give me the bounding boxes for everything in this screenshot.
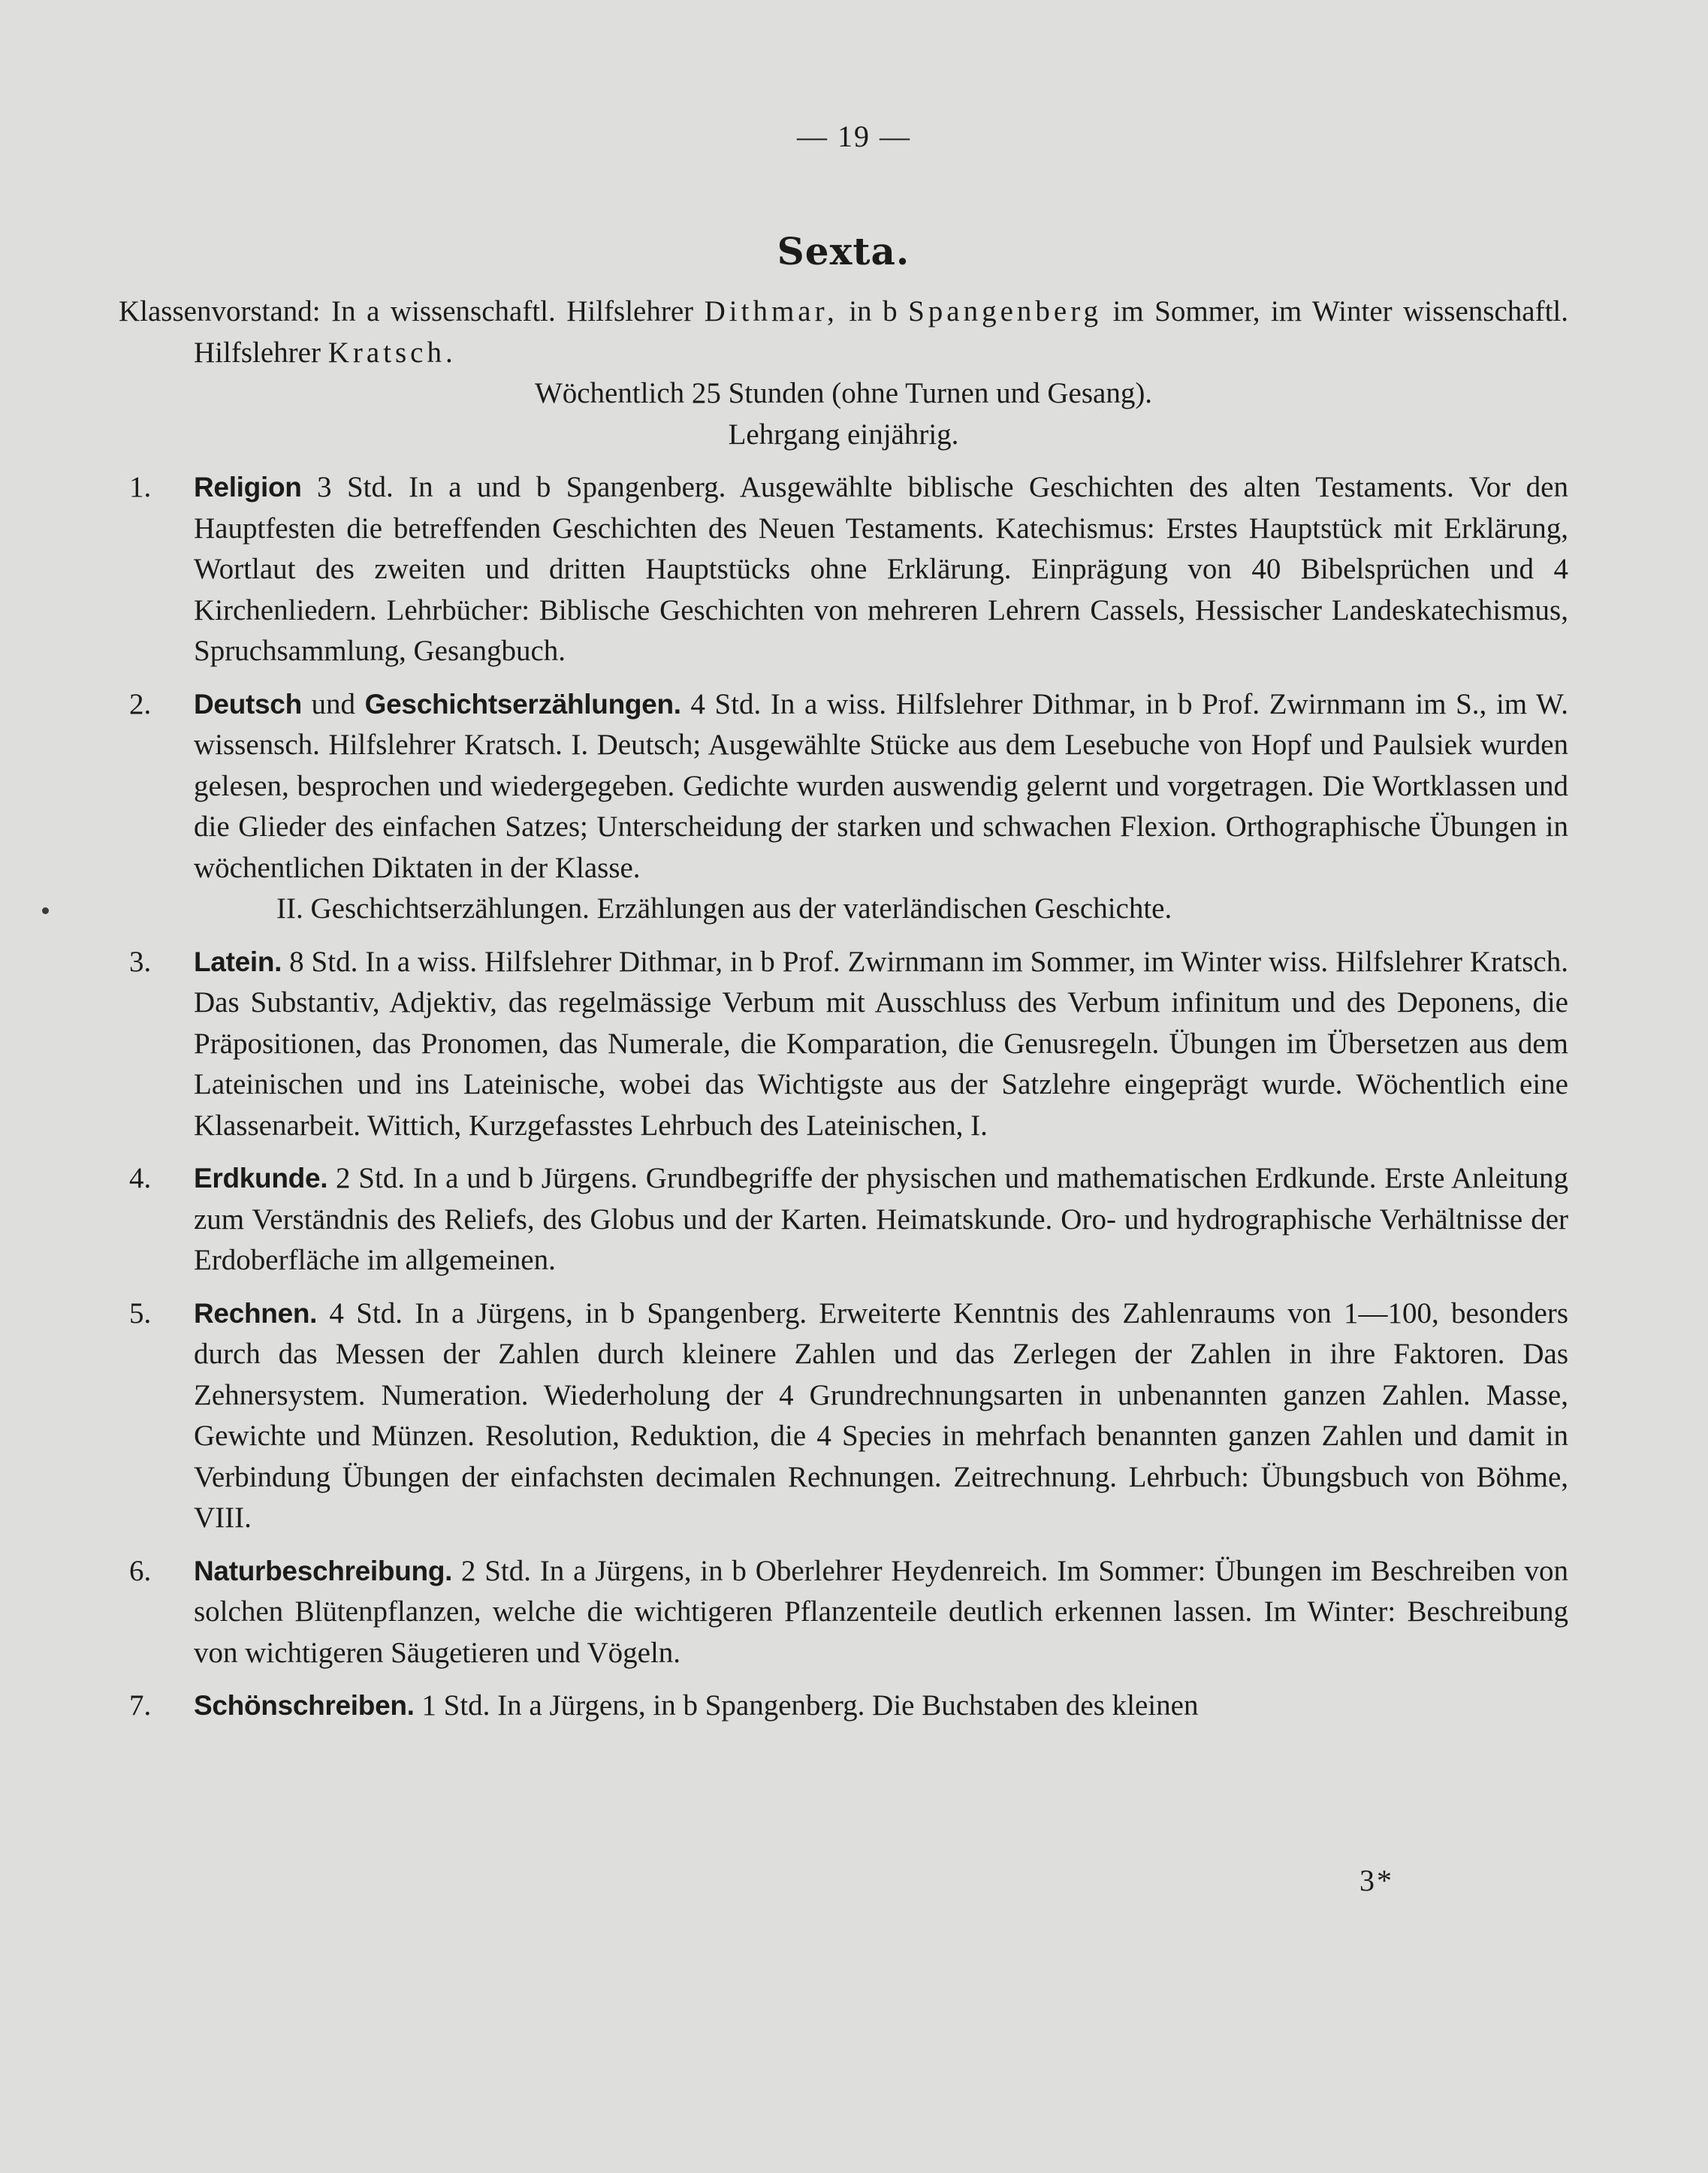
section-text: 3 Std. In a und b Spangenberg. Ausgewählte biblische Geschichten des alten Testaments. Vor den Hauptfesten die betreffenden Geschichten des Neuen Testaments. Katechismus: Erstes Hauptstück mit Erklärung, Wortlaut des zweiten und dritten Hauptstücks ohne Erklärung. Einprägung von 40 Bibelsprüchen und 4 Kirchenliedern. Lehrbücher: Biblische Geschichten von mehreren Lehrern Cassels, Hessischer Landeskatechismus, Spruchsammlung, Gesangbuch. xyxy=(194,471,1568,667)
section-subtext: II. Geschichtserzählungen. Erzählungen aus der vaterländischen Geschichte. xyxy=(276,892,1172,925)
section-erdkunde xyxy=(119,1158,1568,1281)
section-number: 7. xyxy=(129,1689,152,1722)
section-text: 2 Std. In a Jürgens, in b Oberlehrer Heydenreich. Im Sommer: Übungen im Beschreiben von solchen Blütenpflanzen, welche die wichtigeren Pflanzenteile deutlich erkennen lassen. Im Winter: Beschreibung von wichtigeren Säugetieren und Vögeln. xyxy=(194,1554,1568,1669)
section-title: Latein. xyxy=(194,946,282,977)
section-title: Rechnen. xyxy=(194,1297,318,1329)
section-title-connector: und xyxy=(311,687,356,720)
section-text: 8 Std. In a wiss. Hilfslehrer Dithmar, in b Prof. Zwirnmann im Sommer, im Winter wiss. Hilfslehrer Kratsch. Das Substantiv, Adjektiv, das regelmässige Verbum mit Ausschluss des Verbum infinitum und des Deponens, die Präpositionen, das Pronomen, das Numerale, die Komparation, die Genusregeln. Übungen im Übersetzen aus dem Lateinischen und ins Lateinische, wobei das Wichtigste aus der Satzlehre eingeprägt wurde. Wöchentlich eine Klassenarbeit. Wittich, Kurzgefasstes Lehrbuch des Lateinischen, I. xyxy=(194,945,1568,1142)
section-heading: Sexta. xyxy=(777,229,910,273)
section-deutsch xyxy=(119,684,1568,930)
margin-dot xyxy=(42,907,49,914)
vorstand-end: im Sommer, im Winter wissenschaftl. Hilfslehrer xyxy=(194,295,1569,369)
course-duration: Lehrgang einjährig. xyxy=(728,418,959,451)
section-religion xyxy=(119,467,1568,672)
vorstand-mid: in b xyxy=(849,295,898,327)
section-title: Naturbeschreibung. xyxy=(194,1555,453,1586)
section-title: Erdkunde. xyxy=(194,1163,328,1194)
section-schoenschreiben xyxy=(119,1686,1568,1727)
section-title: Religion xyxy=(194,472,302,503)
section-text: 2 Std. In a und b Jürgens. Grundbegriffe der physischen und mathematischen Erdkunde. Erste Anleitung zum Verständnis des Reliefs, des Globus und der Karten. Heimatskunde. Oro- und hydrographische Verhältnisse der Erdoberfläche im allgemeinen. xyxy=(194,1162,1569,1276)
section-title-2: Geschichtserzählungen. xyxy=(364,688,681,720)
teacher-name-spangenberg: Spangenberg xyxy=(908,295,1103,327)
signature-mark: 3* xyxy=(1359,1864,1394,1897)
section-text: 4 Std. In a wiss. Hilfslehrer Dithmar, in b Prof. Zwirnmann im S., im W. wissensch. Hilfslehrer Kratsch. I. Deutsch; Ausgewählte Stücke aus dem Lesebuche von Hopf und Paulsiek wurden gelesen, besprochen und wiedergegeben. Gedichte wurden auswendig gelernt und vorgetragen. Die Wortklassen und die Glieder des einfachen Satzes; Unterscheidung der starken und schwachen Flexion. Orthographische Übungen in wöchentlichen Diktaten in der Klasse. xyxy=(194,687,1569,884)
section-number: 6. xyxy=(129,1554,152,1587)
page-content xyxy=(119,225,1568,1727)
section-title: Deutsch xyxy=(194,688,302,720)
section-number: 3. xyxy=(129,945,152,978)
section-title: Schönschreiben. xyxy=(194,1690,415,1721)
teacher-name-dithmar: Dithmar, xyxy=(704,295,838,327)
class-teacher-line xyxy=(119,291,1568,373)
teacher-name-kratsch: Kratsch. xyxy=(327,336,457,369)
section-number: 4. xyxy=(129,1162,152,1194)
section-text: 4 Std. In a Jürgens, in b Spangenberg. Erweiterte Kenntnis des Zahlenraums von 1—100, besonders durch das Messen der Zahlen durch kleinere Zahlen und das Zerlegen der Zahlen in ihre Faktoren. Das Zehnersystem. Numeration. Wiederholung der 4 Grundrechnungsarten in unbenannten ganzen Zahlen. Masse, Gewichte und Münzen. Resolution, Reduktion, die 4 Species in mehrfach benannten ganzen Zahlen und damit in Verbindung Übungen der einfachsten decimalen Rechnungen. Zeitrechnung. Lehrbuch: Übungsbuch von Böhme, VIII. xyxy=(194,1296,1568,1534)
section-naturbeschreibung xyxy=(119,1551,1568,1674)
section-text: 1 Std. In a Jürgens, in b Spangenberg. Die Buchstaben des kleinen xyxy=(421,1689,1199,1722)
vorstand-label: Klassenvorstand: In a wissenschaftl. Hilfslehrer xyxy=(119,295,694,327)
section-number: 2. xyxy=(129,687,152,720)
section-number: 5. xyxy=(129,1296,152,1329)
section-rechnen xyxy=(119,1293,1568,1539)
section-latein xyxy=(119,942,1568,1147)
section-number: 1. xyxy=(129,471,152,503)
page-number: — 19 — xyxy=(797,119,911,153)
weekly-hours: Wöchentlich 25 Stunden (ohne Turnen und Gesang). xyxy=(534,377,1153,409)
